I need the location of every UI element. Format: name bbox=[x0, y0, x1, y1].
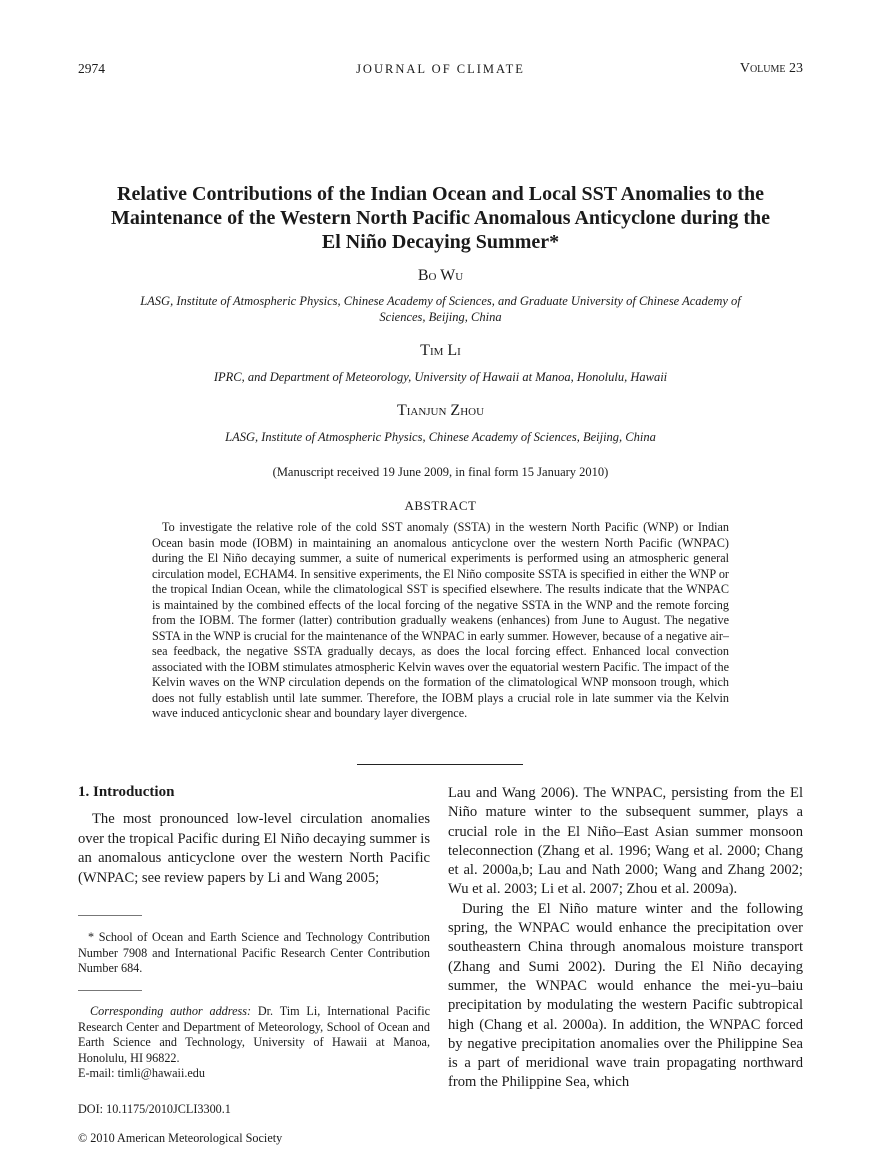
abstract-heading: ABSTRACT bbox=[404, 498, 477, 513]
author-affiliation-2: IPRC, and Department of Meteorology, University of Hawaii at Manoa, Honolulu, Hawaii bbox=[213, 370, 668, 384]
author-name-1: Bo Wu bbox=[417, 267, 464, 284]
author-name-3: Tianjun Zhou bbox=[396, 402, 485, 419]
paper-title: Relative Contributions of the Indian Ocean and Local SST Anomalies to the Maintenance of the Western North Pacific Anomalous Anticyclone during the El Niño Decaying Summer* bbox=[110, 183, 771, 253]
copyright-notice: © 2010 American Meteorological Society bbox=[78, 1131, 283, 1145]
section-divider bbox=[357, 764, 523, 765]
footnote-contribution: * School of Ocean and Earth Science and Technology Contribution Number 7908 and International Pacific Research Center Contribution Number 684. bbox=[78, 930, 430, 975]
running-header-volume: Volume 23 bbox=[739, 61, 803, 76]
section-heading-introduction: 1. Introduction bbox=[78, 784, 175, 800]
corresponding-author-label: Corresponding author address: bbox=[90, 1004, 252, 1018]
manuscript-received: (Manuscript received 19 June 2009, in final form 15 January 2010) bbox=[272, 465, 609, 479]
introduction-paragraph-continued: Lau and Wang 2006). The WNPAC, persisting from the El Niño mature winter to the subsequent summer, plays a crucial role in the El Niño–East Asian summer monsoon teleconnection (Zhang et al. 1996; Wang et al. 2000; Chang et al. 2000a,b; Lau and Nath 2000; Wang and Zhang 2002; Wu et al. 2003; Li et al. 2007; Zhou et al. 2009a). bbox=[448, 785, 803, 898]
author-name-2: Tim Li bbox=[420, 342, 461, 359]
corresponding-author-address: Dr. Tim Li, International Pacific Research Center and Department of Meteorology, School of Ocean and Earth Science and Technology, University of Hawaii at Manoa, Honolulu, HI 96822. bbox=[78, 1004, 431, 1065]
footnote-rule bbox=[78, 915, 142, 916]
author-affiliation-3: LASG, Institute of Atmospheric Physics, Chinese Academy of Sciences, Beijing, China bbox=[225, 430, 656, 444]
abstract-text: To investigate the relative role of the cold SST anomaly (SSTA) in the western North Pacific (WNP) or Indian Ocean basin mode (IOBM) in maintaining an anomalous anticyclone over the western North Pacific (WNPAC) during the El Niño decaying summer, a suite of numerical experiments is performed using an atmospheric general circulation model, ECHAM4. In sensitive experiments, the El Niño composite SSTA is specified in either the WNP or the tropical Indian Ocean, while the climatological SST is specified elsewhere. The results indicate that the WNPAC is maintained by the combined effects of the local forcing of the negative SSTA in the WNP and the remote forcing from the IOBM. The former (latter) contribution gradually weakens (enhances) from June to August. The negative SSTA in the WNP is crucial for the maintenance of the WNPAC in early summer. However, because of a negative air–sea feedback, the negative SSTA gradually decays, as does the local forcing effect. Enhanced local convection associated with the IOBM stimulates atmospheric Kelvin waves over the equatorial western Pacific. The impact of the Kelvin waves on the WNP circulation depends on the formation of the climatological WNP monsoon trough, which does not fully establish until late summer. Therefore, the IOBM plays a crucial role in late summer via the Kelvin wave induced anticyclonic shear and boundary layer divergence. bbox=[152, 520, 729, 720]
introduction-paragraph-1: The most pronounced low-level circulation anomalies over the tropical Pacific during El Niño decaying summer is an anomalous anticyclone over the western North Pacific (WNPAC; see review papers by Li and Wang 2005; bbox=[78, 811, 430, 886]
right-column bbox=[448, 784, 803, 1093]
footnote-rule bbox=[78, 990, 142, 991]
running-header-journal: JOURNAL OF CLIMATE bbox=[356, 62, 525, 76]
page-number: 2974 bbox=[78, 61, 105, 76]
corresponding-email: E-mail: timli@hawaii.edu bbox=[78, 1066, 205, 1080]
doi: DOI: 10.1175/2010JCLI3300.1 bbox=[78, 1102, 231, 1116]
author-affiliation-1: LASG, Institute of Atmospheric Physics, Chinese Academy of Sciences, and Graduate University of Chinese Academy of Sciences, Beijing, China bbox=[140, 294, 741, 324]
introduction-paragraph-2: During the El Niño mature winter and the following spring, the WNPAC would enhance the precipitation over southeastern China through anomalous moisture transport (Zhang and Sumi 2002). During the El Niño decaying summer, the WNPAC would enhance the mei-yu–baiu precipitation by modulating the western Pacific subtropical high (Chang et al. 2000a). In addition, the WNPAC forced by negative precipitation anomalies over the Philippine Sea is a part of meridional wave train propagating northward from the Philippine Sea, which bbox=[448, 900, 803, 1091]
footnote-corresponding-author bbox=[78, 1004, 430, 1066]
